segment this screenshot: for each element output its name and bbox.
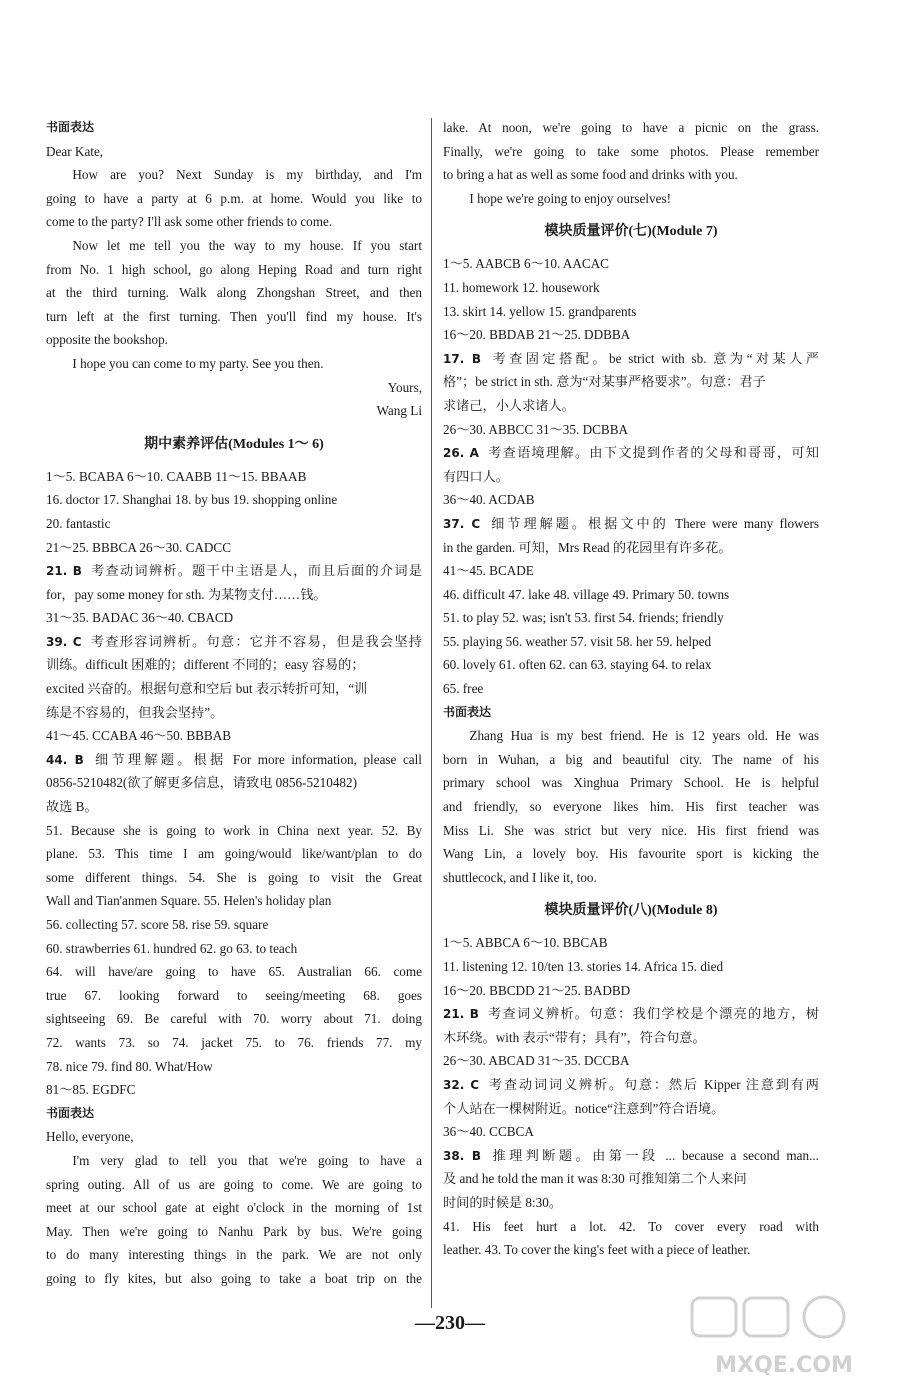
- explanation: 考查形容词辨析。句意：它并不容易，但是我会坚持: [89, 633, 422, 649]
- answer-line: sightseeing 69. Be careful with 70. worry about 71. doing: [46, 1011, 422, 1027]
- question-number: 32. C: [443, 1077, 480, 1092]
- answer-line: 36～40. ACDAB: [443, 492, 535, 508]
- answer-line: 16～20. BBDAB 21～25. DDBBA: [443, 327, 631, 343]
- answer-line: plane. 53. This time I am going/would like/want/plan to do: [46, 846, 422, 862]
- essay-line: primary school was Xinghua Primary School. He is helpful: [443, 775, 819, 791]
- midterm-heading: 期中素养评估(Modules 1～ 6): [144, 436, 324, 452]
- answer-line: 21～25. BBBCA 26～30. CADCC: [46, 539, 232, 555]
- speech-line: to do many interesting things in the park. We are not only: [46, 1247, 422, 1263]
- answer-line: 60. lovely 61. often 62. can 63. staying 64. to relax: [443, 657, 712, 673]
- letter-closing: Yours,: [387, 379, 422, 395]
- answer-line: 60. strawberries 61. hundred 62. go 63. to teach: [46, 940, 298, 956]
- explanation: 时间的时候是 8:30。: [443, 1194, 563, 1210]
- explanation: 0856-5210482(欲了解更多信息，请致电 0856-5210482): [46, 775, 357, 791]
- answer-line: 46. difficult 47. lake 48. village 49. Primary 50. towns: [443, 586, 730, 602]
- essay-line: born in Wuhan, a big and beautiful city. The name of his: [443, 751, 819, 767]
- speech-line: meet at our school gate at eight o'clock in the morning of 1st: [46, 1200, 422, 1216]
- answer-line: 51. to play 52. was; isn't 53. first 54. friends; friendly: [443, 610, 724, 626]
- speech-line: lake. At noon, we're going to have a picnic on the grass.: [443, 120, 819, 135]
- explanation: 求诸己，小人求诸人。: [443, 397, 575, 413]
- answer-line: leather. 43. To cover the king's feet with a piece of leather.: [443, 1242, 751, 1258]
- explanation: 个人站在一棵树附近。notice“注意到”符合语境。: [443, 1100, 725, 1116]
- answer-line: 56. collecting 57. score 58. rise 59. square: [46, 917, 269, 932]
- question-number: 17. B: [443, 351, 482, 366]
- essay-line: shuttlecock, and I like it, too.: [443, 869, 597, 885]
- question-number: 37. C: [443, 516, 481, 531]
- answer-line: 31～35. BADAC 36～40. CBACD: [46, 610, 234, 626]
- letter-line: How are you? Next Sunday is my birthday, and I'm: [72, 167, 422, 183]
- explanation: 练是不容易的，但我会坚持”。: [46, 704, 224, 720]
- answer-line: 26～30. ABCAD 31～35. DCCBA: [443, 1053, 630, 1069]
- answer-line: some different things. 54. She is going to visit the Great: [46, 869, 422, 885]
- speech-line: May. Then we're going to Nanhu Park by bus. We're going: [46, 1223, 422, 1239]
- explanation: 考查词义辨析。句意：我们学校是个漂亮的地方，树: [486, 1006, 819, 1022]
- explanation: in the garden. 可知，Mrs Read 的花园里有许多花。: [443, 539, 732, 555]
- answer-line: 1～5. BCABA 6～10. CAABB 11～15. BBAAB: [46, 468, 307, 484]
- page-number: —230—: [415, 1312, 485, 1334]
- speech-line: going to fly kites, but also going to take a boat trip on the: [46, 1270, 422, 1286]
- speech-line: I hope we're going to enjoy ourselves!: [469, 190, 671, 206]
- answer-line: 1～5. ABBCA 6～10. BBCAB: [443, 935, 608, 951]
- answer-line: true 67. looking forward to seeing/meeting 68. goes: [46, 987, 422, 1003]
- watermark-logo: [684, 1292, 884, 1382]
- left-column: [46, 116, 422, 1291]
- explanation: for，pay some money for sth. 为某物支付……钱。: [46, 586, 327, 602]
- answer-line: 65. free: [443, 681, 484, 697]
- letter-line: Now let me tell you the way to my house. If you start: [72, 237, 422, 253]
- letter-line: from No. 1 high school, go along Heping Road and turn right: [46, 261, 422, 277]
- answer-line: 41～45. CCABA 46～50. BBBAB: [46, 728, 232, 744]
- answer-line: 13. skirt 14. yellow 15. grandparents: [443, 303, 637, 319]
- question-number: 39. C: [46, 634, 82, 649]
- explanation: 有四口人。: [443, 468, 509, 484]
- speech-line: to bring a hat as well as some food and drinks with you.: [443, 167, 738, 183]
- answer-line: 20. fantastic: [46, 515, 111, 531]
- explanation: 考查语境理解。由下文提到作者的父母和哥哥，可知: [486, 445, 819, 461]
- answer-line: 41～45. BCADE: [443, 563, 534, 579]
- answer-line: 11. listening 12. 10/ten 13. stories 14. Africa 15. died: [443, 959, 724, 974]
- essay-line: Wang Lin, a lovely boy. His favourite sport is kicking the: [443, 846, 819, 862]
- explanation: 及 and he told the man it was 8:30 可推知第二个人来问: [443, 1171, 747, 1187]
- explanation: 考查动词辨析。题干中主语是人，而且后面的介词是: [89, 563, 422, 579]
- svg-text:MXQE.COM: MXQE.COM: [715, 1353, 853, 1378]
- explanation: 训练。difficult 困难的；different 不同的；easy 容易的；: [46, 657, 365, 673]
- answer-line: Wall and Tian'anmen Square. 55. Helen's holiday plan: [46, 893, 332, 909]
- explanation: 格”；be strict in sth. 意为“对某事严格要求”。句意：君子: [443, 374, 766, 390]
- explanation: 推理判断题。由第一段 ... because a second man...: [489, 1147, 819, 1163]
- answer-line: 64. will have/are going to have 65. Australian 66. come: [46, 964, 422, 980]
- answer-line: 55. playing 56. weather 57. visit 58. her 59. helped: [443, 633, 712, 649]
- question-number: 21. B: [443, 1007, 479, 1022]
- question-number: 44. B: [46, 752, 84, 767]
- essay-line: and friendly, so everyone likes him. His first teacher was: [443, 799, 819, 815]
- writing-label: 书面表达: [46, 1105, 95, 1120]
- answer-line: 1～5. AABCB 6～10. AACAC: [443, 256, 609, 272]
- letter-line: at the third turning. Walk along Zhongshan Street, and then: [46, 285, 422, 301]
- answer-line: 16. doctor 17. Shanghai 18. by bus 19. shopping online: [46, 492, 338, 508]
- speech-line: spring outing. All of us are going to come. We are going to: [46, 1176, 422, 1192]
- answer-line: 78. nice 79. find 80. What/How: [46, 1058, 213, 1074]
- letter-line: turn left at the first turning. Then you'll find my house. It's: [46, 308, 422, 324]
- letter-signature: Wang Li: [376, 403, 422, 419]
- module8-heading: 模块质量评价(八)(Module 8): [544, 903, 718, 919]
- speech-line: Finally, we're going to take some photos. Please remember: [443, 143, 819, 159]
- letter-line: opposite the bookshop.: [46, 332, 168, 348]
- explanation: 故选 B。: [46, 799, 98, 815]
- answer-line: 26～30. ABBCC 31～35. DCBBA: [443, 421, 629, 437]
- essay-line: Miss Li. She was strict but very nice. His first friend was: [443, 822, 819, 838]
- speech-line: I'm very glad to tell you that we're going to have a: [72, 1152, 422, 1168]
- answer-line: 16～20. BBCDD 21～25. BADBD: [443, 982, 631, 998]
- essay-line: Zhang Hua is my best friend. He is 12 years old. He was: [469, 728, 819, 744]
- explanation: excited 兴奋的。根据句意和空后 but 表示转折可知，“训: [46, 681, 368, 697]
- writing-label: 书面表达: [46, 120, 95, 134]
- right-column: [443, 116, 819, 1262]
- question-number: 26. A: [443, 446, 479, 461]
- speech-greeting: Hello, everyone,: [46, 1129, 134, 1145]
- explanation: 考查固定搭配。be strict with sb. 意为“对某人严: [489, 350, 819, 366]
- letter-line: I hope you can come to my party. See you then.: [72, 355, 324, 371]
- writing-label: 书面表达: [443, 704, 492, 719]
- column-divider: [431, 118, 432, 1308]
- letter-greeting: Dear Kate,: [46, 143, 104, 159]
- explanation: 考查动词词义辨析。句意：然后 Kipper 注意到有两: [487, 1076, 819, 1092]
- answer-line: 11. homework 12. housework: [443, 279, 600, 295]
- explanation: 木环绕。with 表示“带有；具有”，符合句意。: [443, 1029, 706, 1045]
- module7-heading: 模块质量评价(七)(Module 7): [544, 224, 718, 240]
- answer-line: 81～85. EGDFC: [46, 1082, 136, 1098]
- explanation: 细节理解题。根据文中的 There were many flowers: [488, 515, 819, 531]
- letter-line: going to have a party at 6 p.m. at home. Would you like to: [46, 190, 422, 206]
- answer-line: 51. Because she is going to work in China next year. 52. By: [46, 822, 422, 838]
- explanation: 细节理解题。根据 For more information, please call: [91, 751, 422, 767]
- letter-line: come to the party? I'll ask some other friends to come.: [46, 214, 333, 230]
- answer-line: 72. wants 73. so 74. jacket 75. to 76. friends 77. my: [46, 1034, 422, 1050]
- question-number: 38. B: [443, 1148, 482, 1163]
- answer-line: 36～40. CCBCA: [443, 1124, 534, 1140]
- question-number: 21. B: [46, 564, 82, 579]
- answer-line: 41. His feet hurt a lot. 42. To cover every road with: [443, 1218, 819, 1234]
